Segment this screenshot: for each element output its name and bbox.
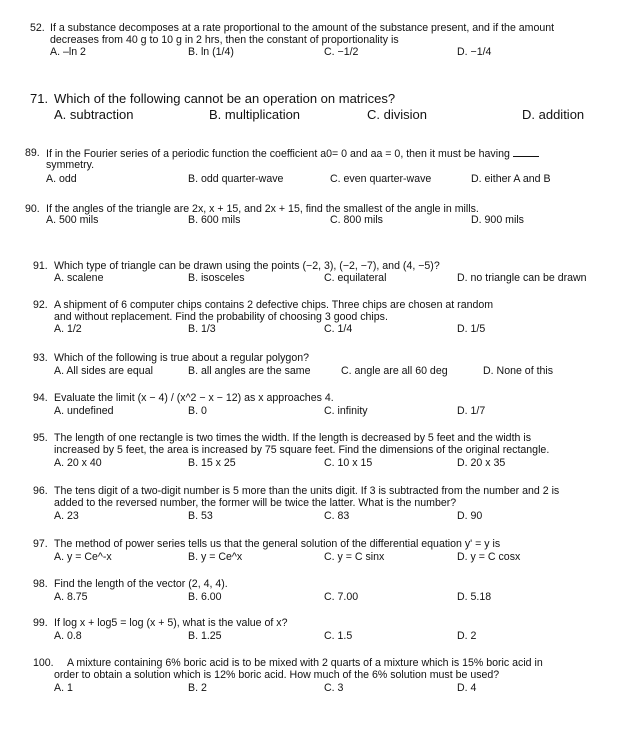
question-number: 52. (30, 22, 45, 34)
question-number: 96. (33, 485, 48, 497)
choice-d: D. 2 (457, 630, 477, 642)
choice-b: B. 15 x 25 (188, 457, 236, 469)
choice-c: C. 3 (324, 682, 344, 694)
choice-c: C. 83 (324, 510, 350, 522)
question-number: 89. (25, 147, 40, 159)
question-stem-line: A mixture containing 6% boric acid is to be mixed with 2 quarts of a mixture which is 15% boric acid in (67, 657, 543, 669)
question-number: 92. (33, 299, 48, 311)
choice-c: C. infinity (324, 405, 368, 417)
answer-choices (0, 46, 627, 58)
choice-d: D. y = C cosx (457, 551, 521, 563)
choice-b: B. 53 (188, 510, 213, 522)
choice-b: B. 1/3 (188, 323, 216, 335)
question-stem-line (46, 147, 539, 160)
choice-c: C. division (367, 107, 427, 122)
question-number: 94. (33, 392, 48, 404)
choice-c: C. equilateral (324, 272, 387, 284)
question-number: 100. (33, 657, 54, 669)
question-stem-line: If a substance decomposes at a rate proportional to the amount of the substance present, and if the amount (50, 22, 555, 34)
choice-c: C. 800 mils (330, 214, 383, 226)
choice-a: A. y = Ce^-x (54, 551, 112, 563)
choice-d: D. None of this (483, 365, 554, 377)
choice-b: B. isosceles (188, 272, 245, 284)
question-stem-line: If the angles of the triangle are 2x, x + 15, and 2x + 15, find the smallest of the angle in mills. (46, 203, 479, 215)
choice-b: B. 1.25 (188, 630, 222, 642)
question-stem-line: order to obtain a solution which is 12% boric acid. How much of the 6% solution must be used? (54, 669, 500, 681)
choice-d: D. no triangle can be drawn (457, 272, 587, 284)
choice-a: A. 1/2 (54, 323, 82, 335)
choice-c: C. 1.5 (324, 630, 353, 642)
choice-b: B. 600 mils (188, 214, 241, 226)
answer-choices (0, 551, 627, 563)
question-stem-line: symmetry. (46, 159, 95, 171)
choice-b: B. 2 (188, 682, 207, 694)
choice-b: B. 0 (188, 405, 207, 417)
choice-c: C. −1/2 (324, 46, 359, 58)
answer-choices (0, 405, 627, 417)
choice-d: D. 90 (457, 510, 483, 522)
answer-blank (513, 147, 539, 157)
question-number: 99. (33, 617, 48, 629)
choice-a: A. 23 (54, 510, 79, 522)
answer-choices (0, 365, 627, 377)
choice-a: A. 500 mils (46, 214, 99, 226)
question-stem-line: Which of the following is true about a regular polygon? (54, 352, 309, 364)
choice-d: D. either A and B (471, 173, 551, 185)
question-number: 71. (30, 91, 49, 106)
answer-choices (0, 272, 627, 284)
choice-a: A. –ln 2 (50, 46, 86, 58)
choice-c: C. y = C sinx (324, 551, 385, 563)
choice-c: C. 1/4 (324, 323, 353, 335)
choice-d: D. −1/4 (457, 46, 492, 58)
question-number: 97. (33, 538, 48, 550)
answer-choices (0, 173, 627, 185)
choice-a: A. 1 (54, 682, 73, 694)
question-number: 98. (33, 578, 48, 590)
question-stem-line: The tens digit of a two-digit number is 5 more than the units digit. If 3 is subtracted from the number and 2 is (54, 485, 560, 497)
choice-b: B. all angles are the same (188, 365, 311, 377)
choice-d: D. 1/5 (457, 323, 486, 335)
choice-b: B. ln (1/4) (188, 46, 234, 58)
choice-d: D. 20 x 35 (457, 457, 506, 469)
choice-a: A. 8.75 (54, 591, 88, 603)
question-stem-line: added to the reversed number, the former will be twice the latter. What is the number? (54, 497, 457, 509)
answer-choices (0, 591, 627, 603)
question-stem-line: The method of power series tells us that the general solution of the differential equation y' = y is (54, 538, 501, 550)
choice-d: D. 900 mils (471, 214, 524, 226)
choice-b: B. 6.00 (188, 591, 222, 603)
choice-a: A. undefined (54, 405, 114, 417)
question-stem-line: and without replacement. Find the probability of choosing 3 good chips. (54, 311, 388, 323)
choice-a: A. scalene (54, 272, 104, 284)
choice-c: C. angle are all 60 deg (341, 365, 448, 377)
question-stem-line: Evaluate the limit (x − 4) / (x^2 − x − 12) as x approaches 4. (54, 392, 334, 404)
question-number: 95. (33, 432, 48, 444)
question-stem-line: Which type of triangle can be drawn using the points (−2, 3), (−2, −7), and (4, −5)? (54, 260, 440, 272)
question-stem-text: If in the Fourier series of a periodic function the coefficient a0= 0 and aa = 0, then it must be having (46, 148, 510, 160)
choice-a: A. subtraction (54, 107, 134, 122)
choice-c: C. 10 x 15 (324, 457, 373, 469)
question-number: 91. (33, 260, 48, 272)
choice-d: D. addition (522, 107, 585, 122)
answer-choices (0, 323, 627, 335)
choice-c: C. even quarter-wave (330, 173, 432, 185)
choice-a: A. All sides are equal (54, 365, 153, 377)
question-stem-line: Find the length of the vector (2, 4, 4). (54, 578, 228, 590)
answer-choices (0, 214, 627, 226)
choice-a: A. 0.8 (54, 630, 82, 642)
question-stem-line: The length of one rectangle is two times the width. If the length is decreased by 5 feet and the width is (54, 432, 531, 444)
answer-choices (0, 107, 627, 122)
choice-a: A. odd (46, 173, 77, 185)
question-stem-line: If log x + log5 = log (x + 5), what is the value of x? (54, 617, 288, 629)
choice-b: B. odd quarter-wave (188, 173, 284, 185)
choice-d: D. 4 (457, 682, 477, 694)
question-stem-line: A shipment of 6 computer chips contains 2 defective chips. Three chips are chosen at random (54, 299, 494, 311)
answer-choices (0, 457, 627, 469)
question-number: 90. (25, 203, 40, 215)
question-number: 93. (33, 352, 48, 364)
choice-b: B. multiplication (209, 107, 301, 122)
choice-d: D. 5.18 (457, 591, 492, 603)
question-stem-line: decreases from 40 g to 10 g in 2 hrs, then the constant of proportionality is (50, 34, 399, 46)
answer-choices (0, 682, 627, 694)
question-stem-line: Which of the following cannot be an operation on matrices? (54, 91, 396, 106)
choice-b: B. y = Ce^x (188, 551, 243, 563)
question-stem-line: increased by 5 feet, the area is increased by 75 square feet. Find the dimensions of the original rectangle. (54, 444, 550, 456)
choice-c: C. 7.00 (324, 591, 359, 603)
answer-choices (0, 630, 627, 642)
choice-d: D. 1/7 (457, 405, 486, 417)
answer-choices (0, 510, 627, 522)
choice-a: A. 20 x 40 (54, 457, 102, 469)
